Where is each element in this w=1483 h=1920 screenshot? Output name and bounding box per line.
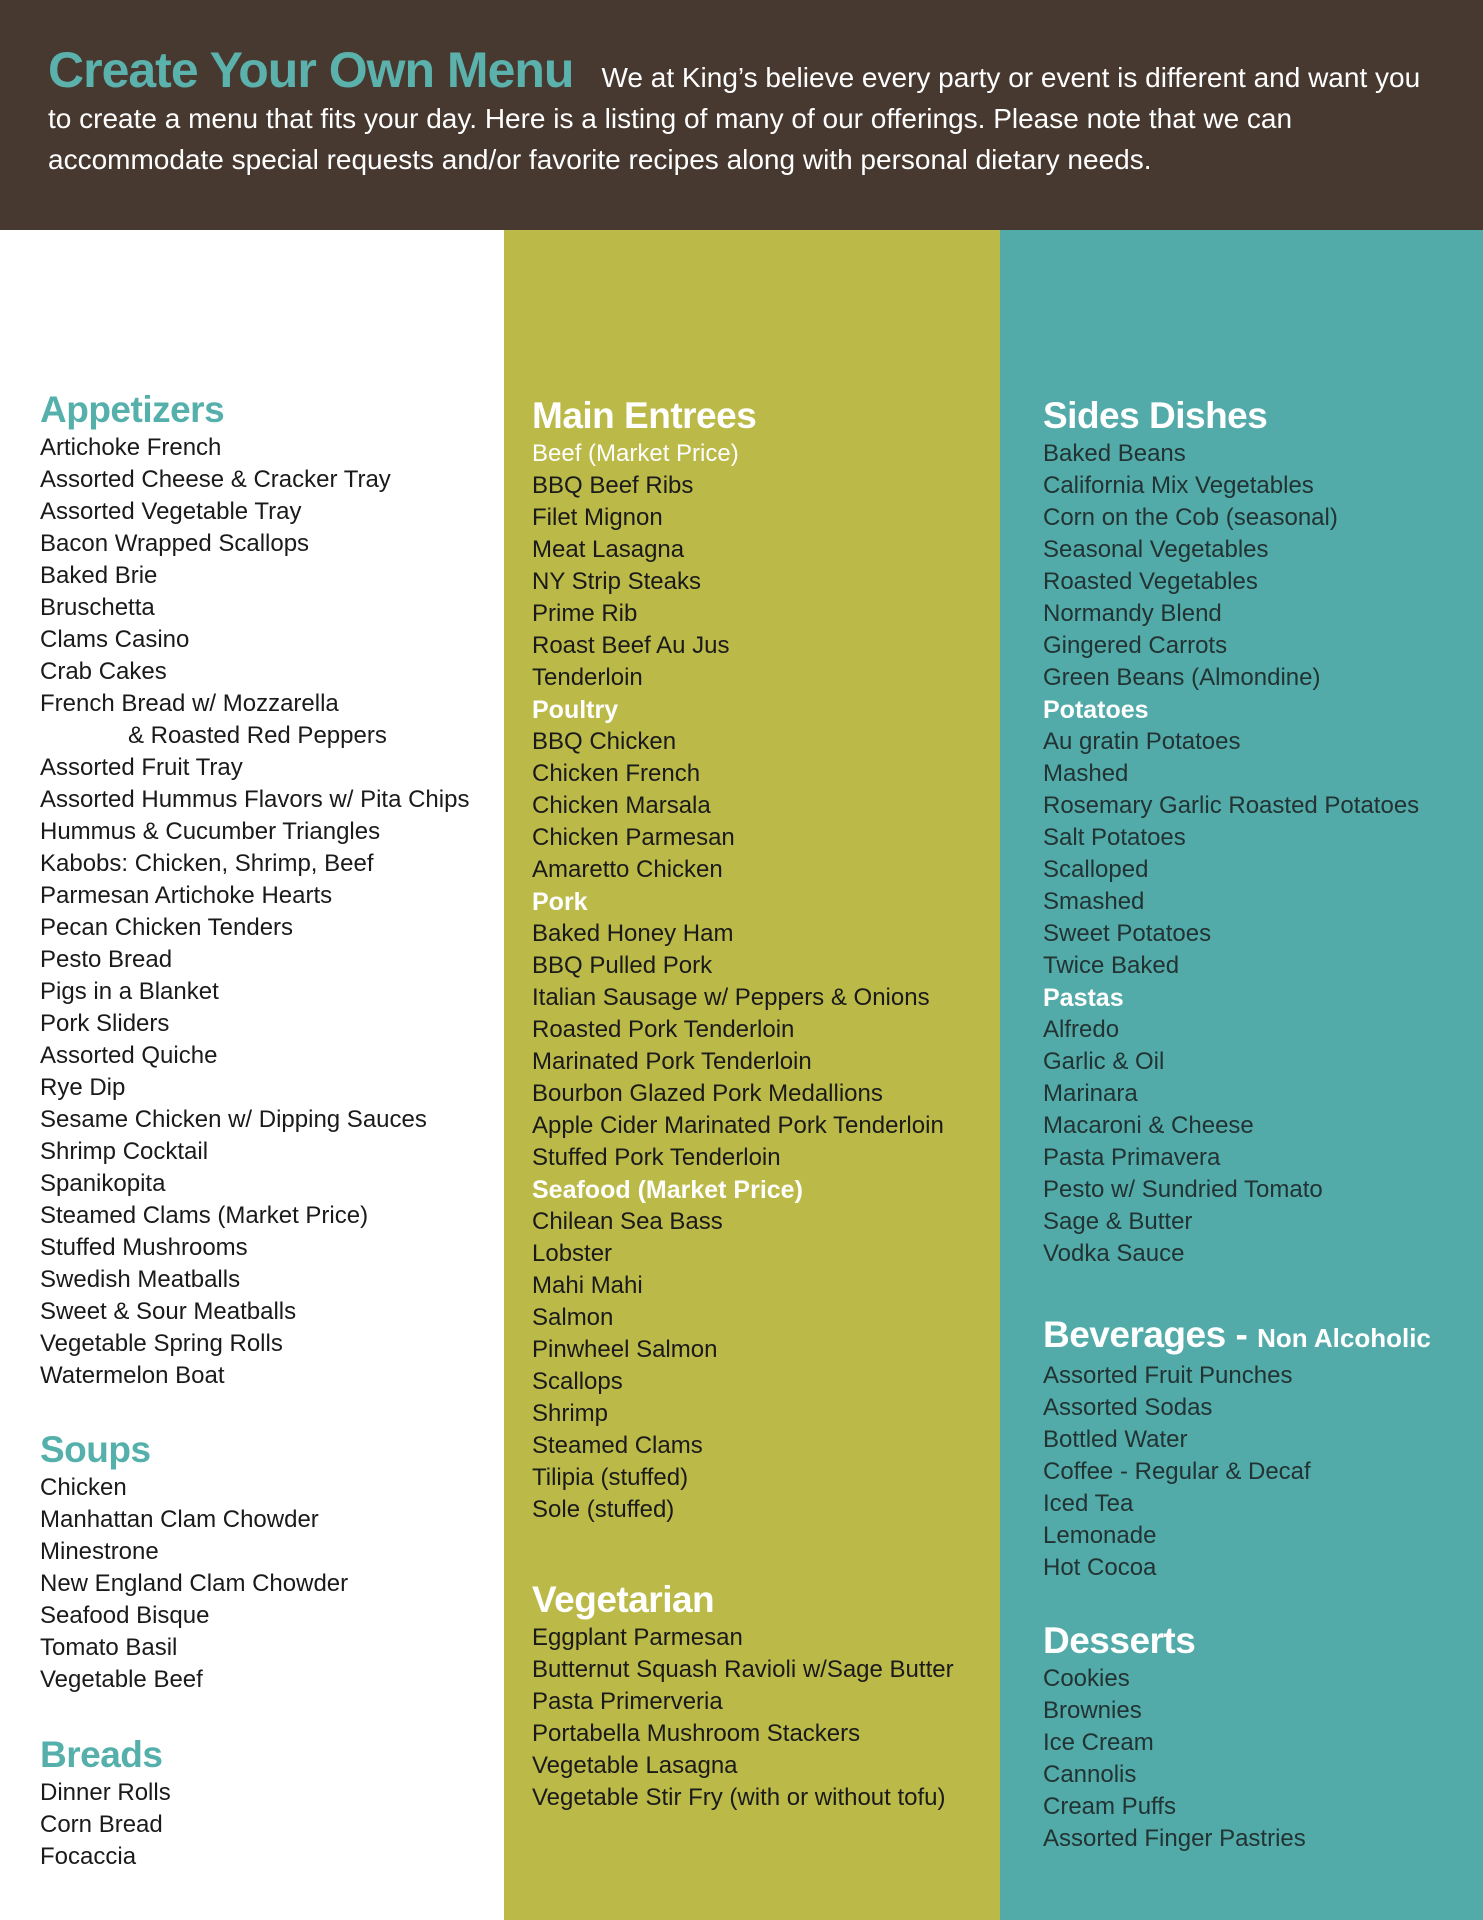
menu-item: Italian Sausage w/ Peppers & Onions [532, 984, 930, 1011]
menu-item: Tilipia (stuffed) [532, 1464, 689, 1491]
main-entrees-heading: Main Entrees [532, 395, 757, 436]
menu-item: Assorted Quiche [40, 1042, 218, 1069]
menu-item: New England Clam Chowder [40, 1570, 349, 1597]
menu-item: Dinner Rolls [40, 1779, 171, 1806]
menu-item: Cream Puffs [1043, 1793, 1176, 1820]
menu-item: Cannolis [1043, 1761, 1137, 1788]
menu-item: Assorted Vegetable Tray [40, 498, 302, 525]
menu-item: Assorted Fruit Punches [1043, 1362, 1293, 1389]
menu-item: Chicken Parmesan [532, 824, 735, 851]
menu-item: Swedish Meatballs [40, 1266, 241, 1293]
vegetarian-heading: Vegetarian [532, 1579, 715, 1620]
menu-item: Tomato Basil [40, 1634, 178, 1661]
menu-item: Alfredo [1043, 1016, 1120, 1043]
menu-item: Pigs in a Blanket [40, 978, 219, 1005]
beverages-title: Beverages - [1043, 1314, 1248, 1355]
menu-item: Sweet & Sour Meatballs [40, 1298, 297, 1325]
menu-item: Chicken Marsala [532, 792, 711, 819]
menu-item: Sesame Chicken w/ Dipping Sauces [40, 1106, 427, 1133]
menu-item: Rosemary Garlic Roasted Potatoes [1043, 792, 1420, 819]
menu-item: Steamed Clams [532, 1432, 703, 1459]
menu-item: BBQ Chicken [532, 728, 677, 755]
menu-item: California Mix Vegetables [1043, 472, 1314, 499]
menu-item: Pesto w/ Sundried Tomato [1043, 1176, 1323, 1203]
menu-item: Vegetable Lasagna [532, 1752, 738, 1779]
menu-item: Pasta Primerveria [532, 1688, 723, 1715]
menu-item: Bourbon Glazed Pork Medallions [532, 1080, 883, 1107]
menu-item: Baked Brie [40, 562, 158, 589]
menu-item: Vegetable Spring Rolls [40, 1330, 283, 1357]
menu-item: Normandy Blend [1043, 600, 1222, 627]
menu-item: Chicken French [532, 760, 701, 787]
menu-item: Vegetable Beef [40, 1666, 203, 1693]
menu-item: Rye Dip [40, 1074, 126, 1101]
main-entrees-section [532, 394, 944, 1526]
beef-heading: Beef (Market Price) [532, 440, 739, 467]
menu-item: Seafood Bisque [40, 1602, 210, 1629]
menu-item: Gingered Carrots [1043, 632, 1228, 659]
sides-heading: Sides Dishes [1043, 395, 1268, 436]
menu-item: Portabella Mushroom Stackers [532, 1720, 861, 1747]
menu-item: Pasta Primavera [1043, 1144, 1221, 1171]
menu-item: Eggplant Parmesan [532, 1624, 743, 1651]
menu-item: Roast Beef Au Jus [532, 632, 730, 659]
menu-item: Pecan Chicken Tenders [40, 914, 294, 941]
appetizers-section [40, 388, 469, 1392]
menu-item: Assorted Fruit Tray [40, 754, 243, 781]
menu-item: Pinwheel Salmon [532, 1336, 718, 1363]
sides-section [1043, 394, 1419, 1270]
desserts-section [1043, 1619, 1306, 1855]
menu-item: Brownies [1043, 1697, 1142, 1724]
menu-item: Crab Cakes [40, 658, 167, 685]
menu-item: Seasonal Vegetables [1043, 536, 1269, 563]
menu-item: Spanikopita [40, 1170, 166, 1197]
appetizers-heading: Appetizers [40, 389, 225, 430]
menu-item: BBQ Pulled Pork [532, 952, 713, 979]
menu-item: Chilean Sea Bass [532, 1208, 723, 1235]
menu-item: Minestrone [40, 1538, 159, 1565]
menu-item: Filet Mignon [532, 504, 663, 531]
desserts-heading: Desserts [1043, 1620, 1196, 1661]
menu-item: Meat Lasagna [532, 536, 685, 563]
menu-item: Sweet Potatoes [1043, 920, 1212, 947]
vegetarian-section [532, 1578, 954, 1814]
soups-section [40, 1428, 348, 1696]
menu-item: Kabobs: Chicken, Shrimp, Beef [40, 850, 374, 877]
menu-item: Roasted Vegetables [1043, 568, 1258, 595]
breads-section [40, 1733, 171, 1873]
menu-item: Smashed [1043, 888, 1145, 915]
soups-heading: Soups [40, 1429, 151, 1470]
menu-item: Bottled Water [1043, 1426, 1188, 1453]
menu-item: Baked Beans [1043, 440, 1186, 467]
menu-item: Scalloped [1043, 856, 1149, 883]
pastas-heading: Pastas [1043, 984, 1124, 1012]
menu-item: Watermelon Boat [40, 1362, 225, 1389]
menu-item: Shrimp Cocktail [40, 1138, 209, 1165]
menu-item: Tenderloin [532, 664, 643, 691]
menu-item: Mahi Mahi [532, 1272, 643, 1299]
menu-item: Marinated Pork Tenderloin [532, 1048, 812, 1075]
menu-item: Sole (stuffed) [532, 1496, 675, 1523]
menu-item: Bacon Wrapped Scallops [40, 530, 310, 557]
menu-item: Apple Cider Marinated Pork Tenderloin [532, 1112, 944, 1139]
menu-item: Salt Potatoes [1043, 824, 1186, 851]
menu-item: Corn Bread [40, 1811, 163, 1838]
menu-item: Iced Tea [1043, 1490, 1134, 1517]
poultry-heading: Poultry [532, 696, 619, 724]
pork-heading: Pork [532, 888, 588, 916]
seafood-heading: Seafood (Market Price) [532, 1176, 803, 1204]
menu-item: Vodka Sauce [1043, 1240, 1185, 1267]
menu-item: Shrimp [532, 1400, 609, 1427]
menu-item: Amaretto Chicken [532, 856, 723, 883]
menu-item: Hot Cocoa [1043, 1554, 1157, 1581]
menu-item: Chicken [40, 1474, 127, 1501]
menu-item: Baked Honey Ham [532, 920, 734, 947]
menu-item: Focaccia [40, 1843, 137, 1870]
breads-heading: Breads [40, 1734, 163, 1775]
menu-item: Hummus & Cucumber Triangles [40, 818, 381, 845]
menu-item: Prime Rib [532, 600, 638, 627]
menu-item: Assorted Finger Pastries [1043, 1825, 1306, 1852]
menu-item: Corn on the Cob (seasonal) [1043, 504, 1338, 531]
menu-item: Stuffed Pork Tenderloin [532, 1144, 781, 1171]
menu-item: Lobster [532, 1240, 613, 1267]
menu-item: Twice Baked [1043, 952, 1180, 979]
menu-item: Assorted Hummus Flavors w/ Pita Chips [40, 786, 470, 813]
menu-item: Scallops [532, 1368, 623, 1395]
menu-item: Garlic & Oil [1043, 1048, 1165, 1075]
menu-item: Mashed [1043, 760, 1129, 787]
menu-item: French Bread w/ Mozzarella [40, 690, 339, 717]
beverages-section [1043, 1313, 1431, 1584]
menu-item: Ice Cream [1043, 1729, 1154, 1756]
menu-item: Au gratin Potatoes [1043, 728, 1241, 755]
menu-item: Marinara [1043, 1080, 1138, 1107]
beverages-subtitle: Non Alcoholic [1257, 1323, 1431, 1353]
menu-item: Pork Sliders [40, 1010, 170, 1037]
menu-item: Lemonade [1043, 1522, 1157, 1549]
menu-item: & Roasted Red Peppers [128, 722, 387, 749]
menu-item: Manhattan Clam Chowder [40, 1506, 319, 1533]
menu-item: Salmon [532, 1304, 614, 1331]
menu-item: Assorted Sodas [1043, 1394, 1213, 1421]
page-title: Create Your Own Menu [48, 42, 574, 98]
intro-text: We at King’s believe every party or event is different and want you to create a menu that fits your day. Here is a listing of many of our offerings. Please note that we can accommodate special requests and/or favorite recipes along with personal dietary needs. [48, 62, 1421, 175]
menu-item: Cookies [1043, 1665, 1130, 1692]
beverages-heading [1043, 1313, 1431, 1360]
menu-item: Parmesan Artichoke Hearts [40, 882, 333, 909]
menu-item: Butternut Squash Ravioli w/Sage Butter [532, 1656, 954, 1683]
menu-item: Stuffed Mushrooms [40, 1234, 248, 1261]
menu-item: Clams Casino [40, 626, 190, 653]
menu-item: BBQ Beef Ribs [532, 472, 694, 499]
menu-item: Coffee - Regular & Decaf [1043, 1458, 1311, 1485]
potatoes-heading: Potatoes [1043, 696, 1149, 724]
menu-item: Macaroni & Cheese [1043, 1112, 1254, 1139]
menu-item: Roasted Pork Tenderloin [532, 1016, 795, 1043]
menu-item: Assorted Cheese & Cracker Tray [40, 466, 391, 493]
menu-item: Sage & Butter [1043, 1208, 1193, 1235]
menu-item: Steamed Clams (Market Price) [40, 1202, 369, 1229]
menu-header [0, 0, 1483, 230]
menu-item: NY Strip Steaks [532, 568, 701, 595]
menu-item: Pesto Bread [40, 946, 173, 973]
menu-item: Artichoke French [40, 434, 222, 461]
menu-item: Bruschetta [40, 594, 155, 621]
menu-item: Green Beans (Almondine) [1043, 664, 1321, 691]
menu-item: Vegetable Stir Fry (with or without tofu) [532, 1784, 946, 1811]
